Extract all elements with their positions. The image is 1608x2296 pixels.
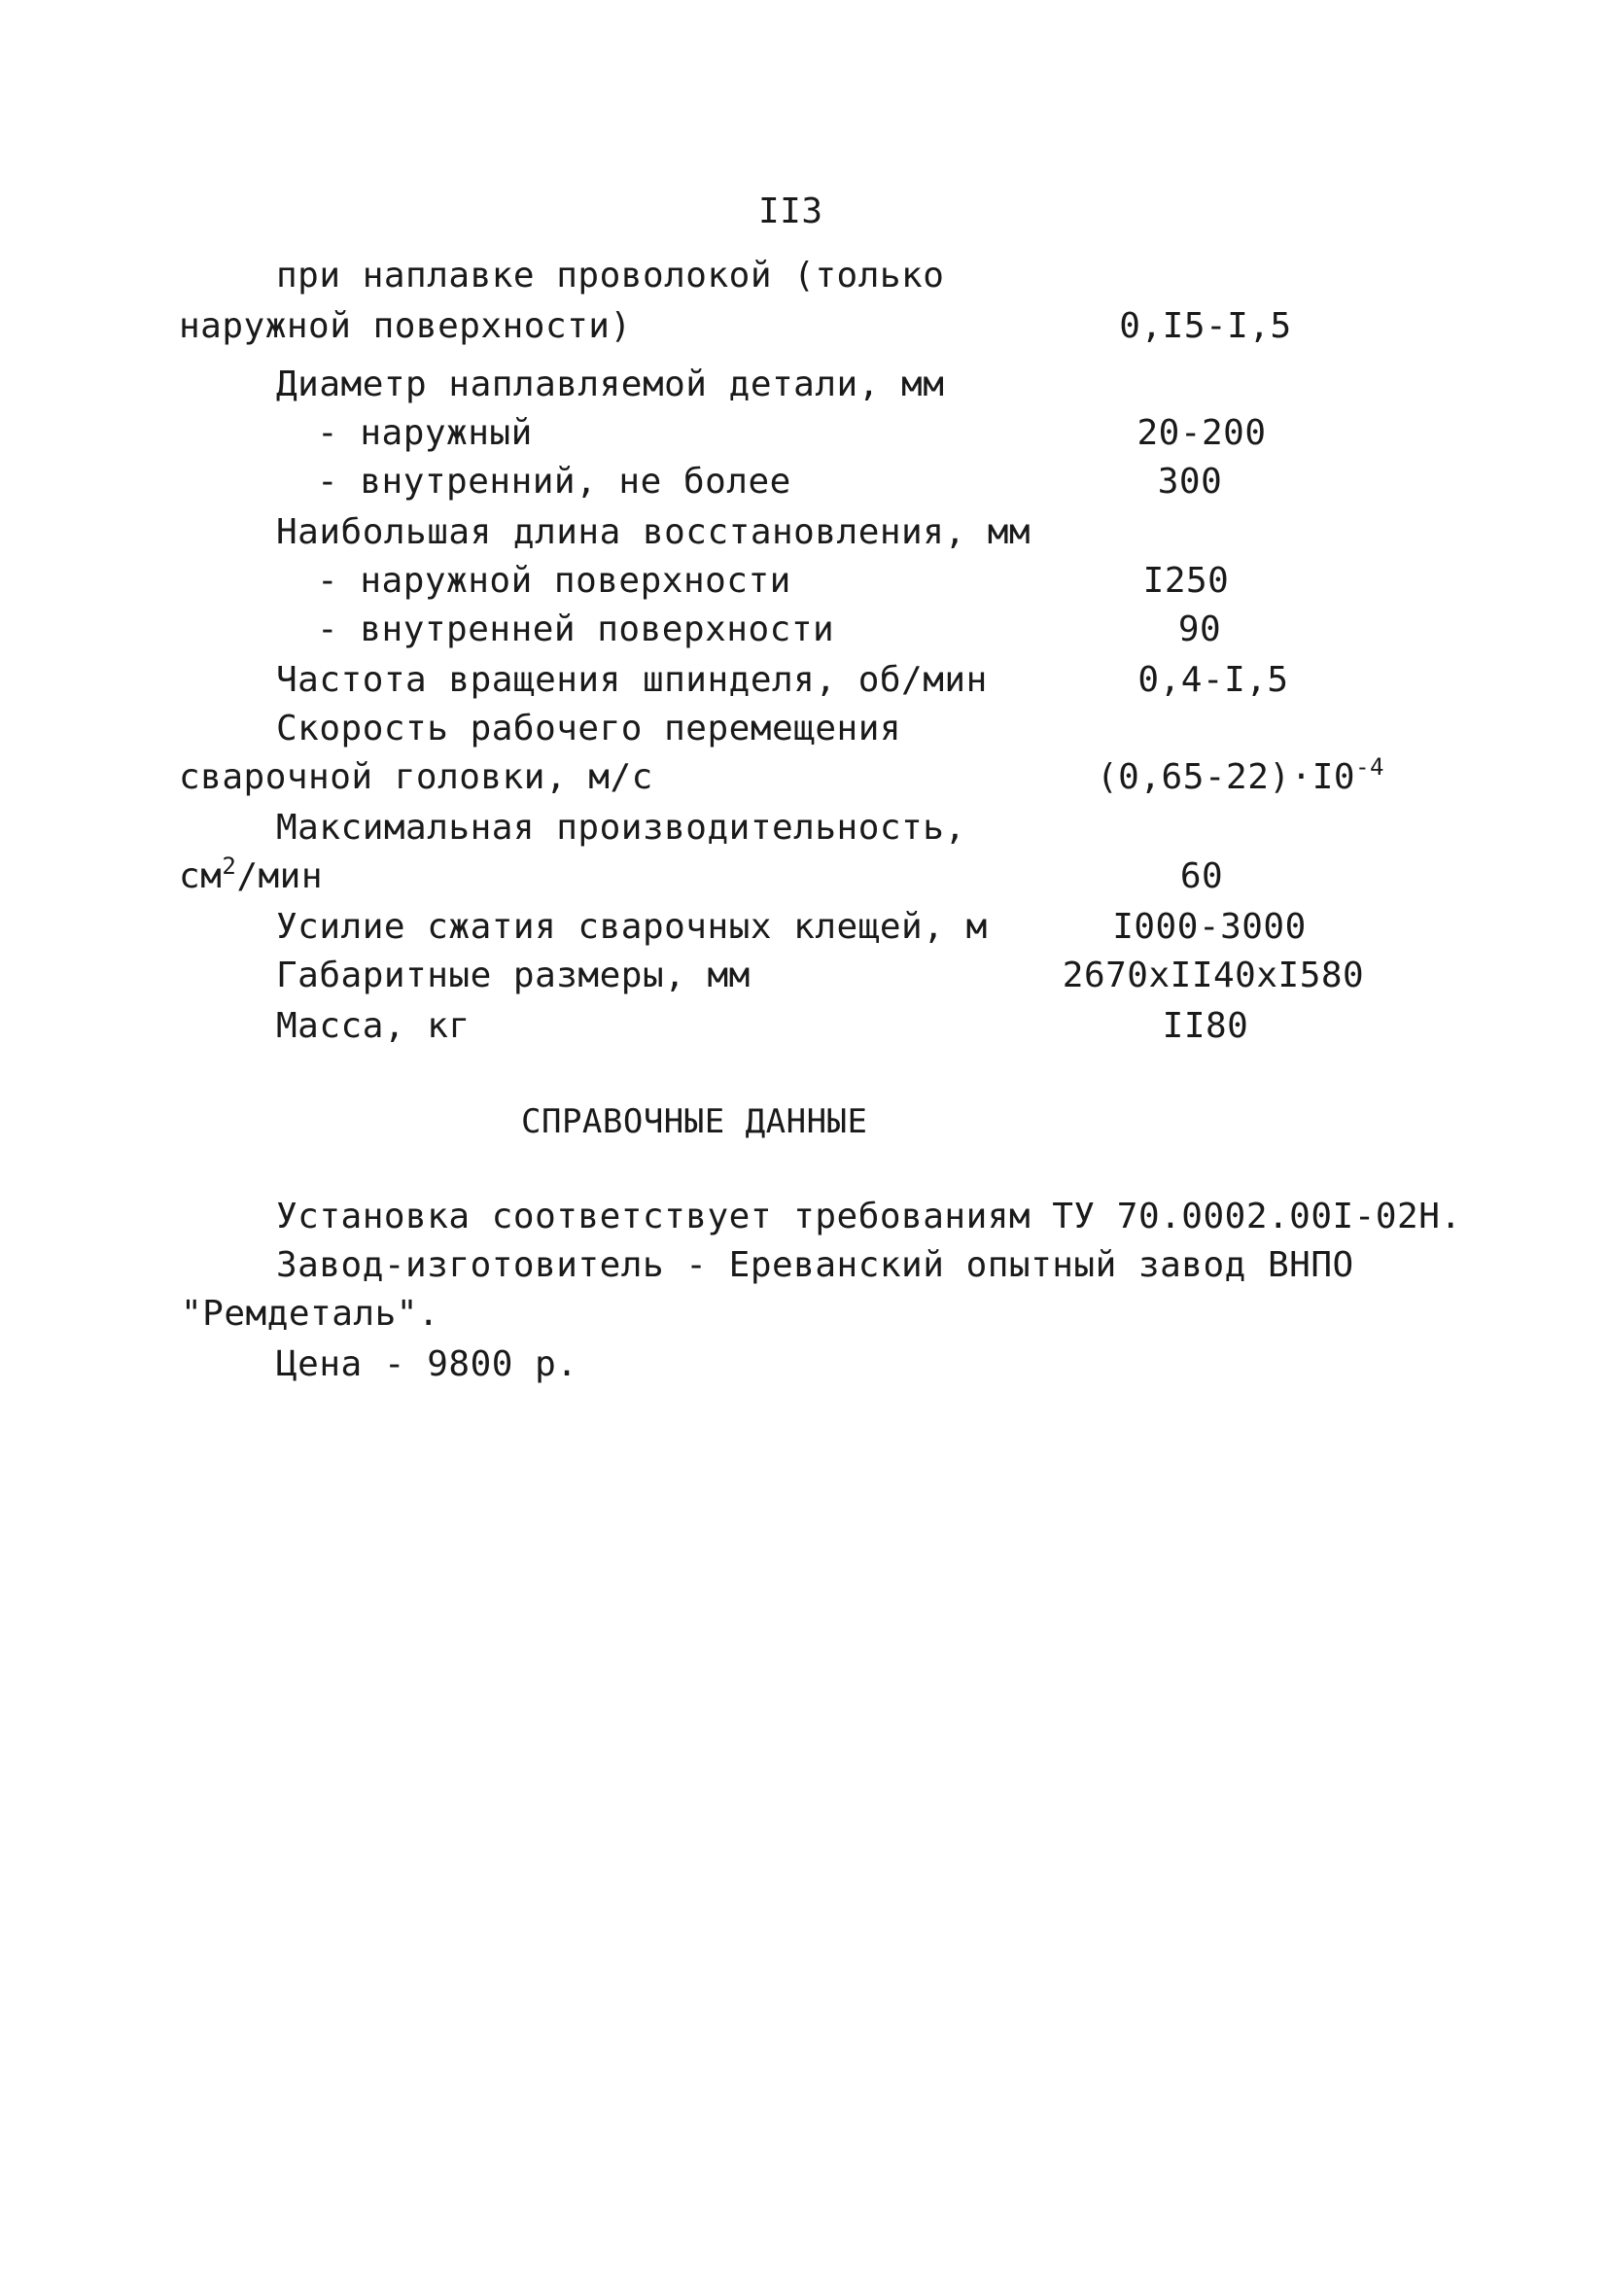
spec-item2-label: Диаметр наплавляемой детали, мм	[276, 365, 945, 404]
spec-item5-value-exponent: -4	[1355, 753, 1384, 781]
spec-item2-sub2-value: 300	[1157, 462, 1223, 502]
reference-line3: "Ремдеталь".	[181, 1294, 440, 1334]
page-number: II3	[758, 191, 823, 231]
spec-item5-line1: Скорость рабочего перемещения	[276, 709, 902, 748]
spec-item6-value: 60	[1179, 856, 1224, 896]
spec-item7-label: Усилие сжатия сварочных клещей, м	[276, 907, 988, 947]
spec-item5-line2: сварочной головки, м/с	[179, 757, 653, 797]
reference-line2: Завод-изготовитель - Ереванский опытный завод ВНПО	[276, 1245, 1354, 1285]
spec-item7-value: I000-3000	[1112, 907, 1307, 947]
spec-item9-label: Масса, кг	[276, 1006, 471, 1046]
spec-item3-sub2-value: 90	[1177, 609, 1222, 649]
spec-item1-value: 0,I5-I,5	[1119, 306, 1292, 346]
spec-item3-sub1-label: - наружной поверхности	[317, 561, 791, 601]
reference-price: Цена - 9800 р.	[276, 1344, 578, 1384]
spec-item2-sub1-value: 20-200	[1136, 413, 1267, 453]
spec-item6-unit-rest: /мин	[236, 856, 324, 896]
spec-item9-value: II80	[1162, 1006, 1249, 1046]
spec-item4-value: 0,4-I,5	[1137, 660, 1289, 700]
reference-line1: Установка соответствует требованиям ТУ 70.0002.00I-02Н.	[276, 1197, 1462, 1236]
spec-item1-line2: наружной поверхности)	[179, 306, 632, 346]
spec-item5-value	[1046, 753, 1435, 799]
spec-item6-unit-exponent: 2	[222, 852, 237, 880]
spec-item8-value: 2670xII40xI580	[1062, 956, 1365, 995]
spec-item3-sub2-label: - внутренней поверхности	[317, 609, 835, 649]
reference-heading: СПРАВОЧНЫЕ ДАННЫЕ	[521, 1102, 868, 1141]
spec-item3-sub1-value: I250	[1142, 561, 1230, 601]
spec-item3-label: Наибольшая длина восстановления, мм	[276, 512, 1031, 552]
spec-item5-value-base: (0,65-22)·I0	[1097, 757, 1356, 797]
spec-item2-sub2-label: - внутренний, не более	[317, 462, 791, 502]
spec-item6-line2	[179, 852, 324, 898]
spec-item6-unit-base: см	[179, 856, 223, 896]
spec-item2-sub1-label: - наружный	[317, 413, 533, 453]
spec-item1-line1: при наплавке проволокой (только	[276, 256, 945, 296]
spec-item4-label: Частота вращения шпинделя, об/мин	[276, 660, 988, 700]
spec-item6-line1: Максимальная производительность,	[276, 808, 966, 848]
spec-item8-label: Габаритные размеры, мм	[276, 956, 751, 995]
